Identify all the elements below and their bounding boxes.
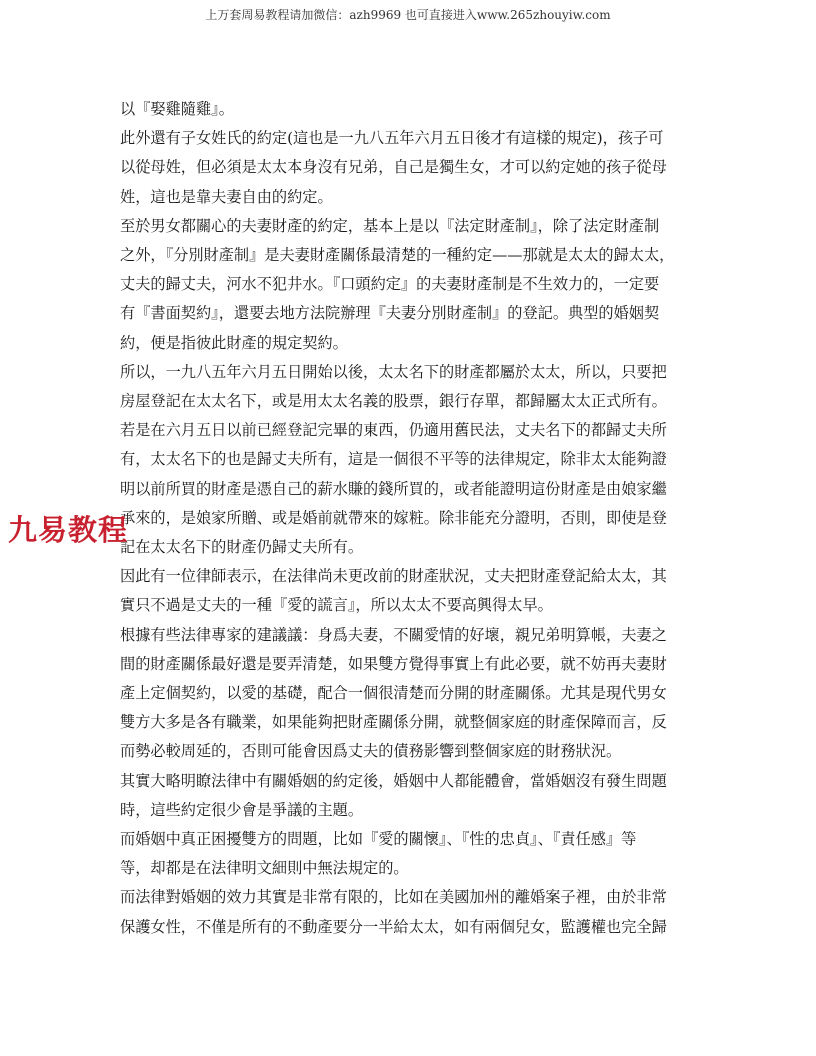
watermark-logo: 九易教程 [8,513,129,547]
text-line: 保護女性，不僅是所有的不動產要分一半給太太，如有兩個兒女，監護權也完全歸 [120,917,667,936]
text-line: 因此有一位律師表示，在法律尚未更改前的財產狀況，丈夫把財產登記給太太，其 [120,567,667,586]
text-line: 而法律對婚姻的效力其實是非常有限的，比如在美國加州的離婚案子裡，由於非常 [120,888,667,907]
text-line: 至於男女都關心的夫妻財產的約定，基本上是以『法定財產制』，除了法定財產制 [120,216,660,235]
text-line: 此外還有子女姓氏的約定(這也是一九八五年六月五日後才有這樣的規定)，孩子可 [120,129,664,148]
text-line: 等，却都是在法律明文細則中無法規定的。 [120,859,409,878]
text-line: 而勢必較周延的，否則可能會因爲丈夫的債務影響到整個家庭的財務狀況。 [120,742,622,761]
text-line: 有『書面契約』，還要去地方法院辦理『夫妻分別財產制』的登記。典型的婚姻契 [120,304,660,323]
text-line: 約，便是指彼此財產的規定契約。 [120,333,348,352]
text-line: 姓，這也是靠夫妻自由的約定。 [120,187,333,206]
text-line: 明以前所買的財產是憑自己的薪水賺的錢所買的，或者能證明這份財產是由娘家繼 [120,479,667,498]
text-line: 根據有些法律專家的建議議：身爲夫妻，不關愛情的好壞，親兄弟明算帳，夫妻之 [120,625,667,644]
text-line: 時，這些約定很少會是爭議的主題。 [120,800,363,819]
text-line: 所以，一九八五年六月五日開始以後，太太名下的財產都屬於太太，所以，只要把 [120,362,667,381]
text-line: 雙方大多是各有職業，如果能夠把財產關係分開，就整個家庭的財產保障而言，反 [120,713,667,732]
text-line: 其實大略明瞭法律中有關婚姻的約定後，婚姻中人都能體會，當婚姻沒有發生問題 [120,771,667,790]
text-line: 實只不過是丈夫的一種『愛的謊言』，所以太太不要高興得太早。 [120,596,553,615]
text-line: 若是在六月五日以前已經登記完畢的東西，仍適用舊民法，丈夫名下的都歸丈夫所 [120,421,667,440]
text-line: 房屋登記在太太名下，或是用太太名義的股票，銀行存單，都歸屬太太正式所有。 [120,392,667,411]
page-header: 上万套周易教程请加微信：azh9969 也可直接进入www.265zhouyiw.com [205,8,611,22]
text-line: 間的財產關係最好還是要弄清楚，如果雙方覺得事實上有此必要，就不妨再夫妻財 [120,654,667,673]
text-line: 之外，『分別財產制』是夫妻財產關係最清楚的一種約定——那就是太太的歸太太， [120,246,675,265]
text-line: 丈夫的歸丈夫，河水不犯井水。『口頭約定』的夫妻財產制是不生效力的，一定要 [120,275,660,294]
text-line: 以『娶雞隨雞』。 [120,100,234,118]
text-line: 承來的，是娘家所贈、或是婚前就帶來的嫁粧。除非能充分證明，否則，即使是登 [120,508,667,527]
text-line: 而婚姻中真正困擾雙方的問題，比如『愛的關懷』、『性的忠貞』、『責任感』等 [120,830,637,849]
document-body [120,95,700,942]
text-line: 產上定個契約，以愛的基礎，配合一個很清楚而分開的財產關係。尤其是現代男女 [120,684,667,703]
text-line: 以從母姓，但必須是太太本身沒有兄弟，自己是獨生女，才可以約定她的孩子從母 [120,158,667,177]
text-line: 記在太太名下的財產仍歸丈夫所有。 [120,538,363,557]
text-line: 有，太太名下的也是歸丈夫所有，這是一個很不平等的法律規定，除非太太能夠證 [120,450,667,469]
